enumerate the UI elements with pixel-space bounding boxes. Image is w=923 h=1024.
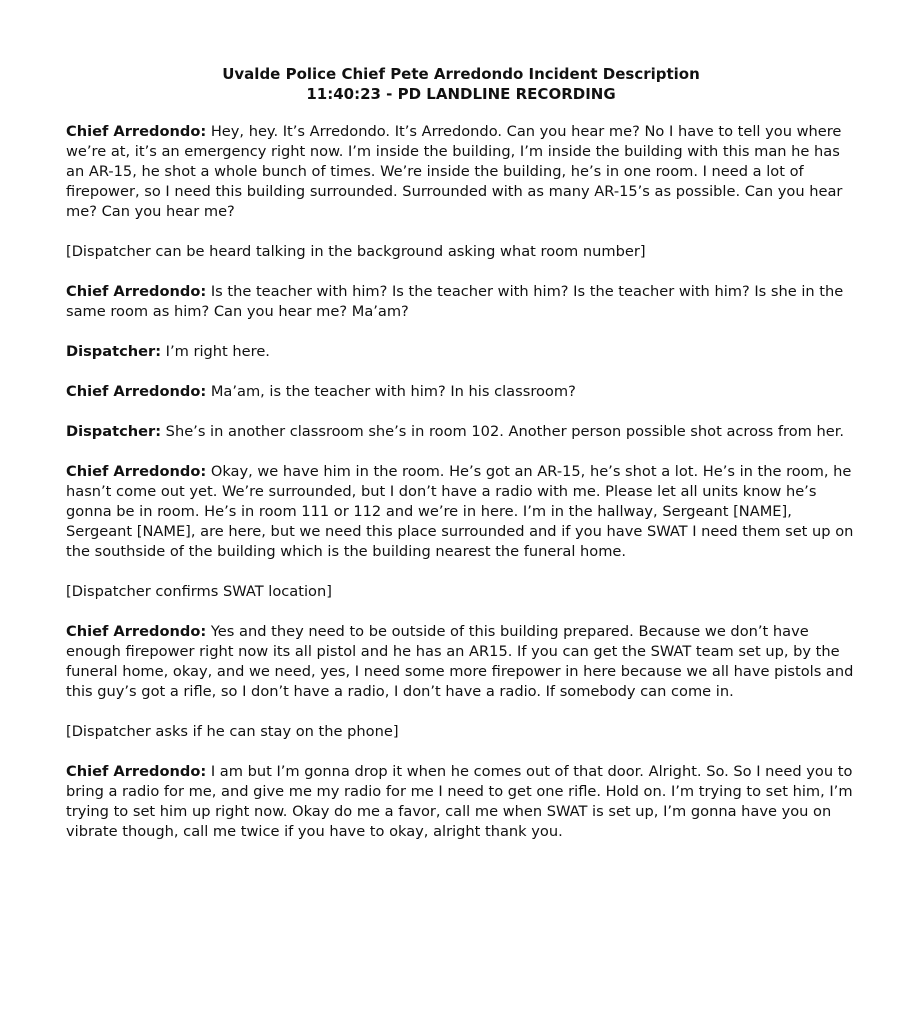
transcript-entry xyxy=(66,462,856,562)
speaker-label: Chief Arredondo: xyxy=(66,283,207,300)
entry-text: Okay, we have him in the room. He’s got an AR-15, he’s shot a lot. He’s in the room, he hasn’t come out yet. We’re surrounded, but I don’t have a radio with me. Please let all units know he’s gonna be in room. He’s in room 111 or 112 and we’re in here. I’m in the hallway, Sergeant [NAME], Sergeant [NAME], are here, but we need this place surrounded and if you have SWAT I need them set up on the southside of the building which is the building nearest the funeral home. xyxy=(66,463,854,560)
entry-text: Yes and they need to be outside of this building prepared. Because we don’t have enough firepower right now its all pistol and he has an AR15. If you can get the SWAT team set up, by the funeral home, okay, and we need, yes, I need some more firepower in here because we all have pistols and this guy’s got a rifle, so I don’t have a radio, I don’t have a radio. If somebody can come in. xyxy=(66,623,854,700)
transcript-entry xyxy=(66,342,856,362)
entry-text: She’s in another classroom she’s in room 102. Another person possible shot across from her. xyxy=(161,423,845,440)
transcript-entry xyxy=(66,282,856,322)
transcript-entry xyxy=(66,122,856,222)
speaker-label: Dispatcher: xyxy=(66,423,162,440)
speaker-label: Chief Arredondo: xyxy=(66,763,207,780)
transcript-entry xyxy=(66,422,856,442)
entry-text: Ma’am, is the teacher with him? In his classroom? xyxy=(206,383,576,400)
speaker-label: Chief Arredondo: xyxy=(66,383,207,400)
title-line-2: 11:40:23 - PD LANDLINE RECORDING xyxy=(306,85,616,103)
entry-text: Hey, hey. It’s Arredondo. It’s Arredondo. Can you hear me? No I have to tell you where we’re at, it’s an emergency right now. I’m inside the building, I’m inside the building with this man he has an AR-15, he shot a whole bunch of times. We’re inside the building, he’s in one room. I need a lot of firepower, so I need this building surrounded. Surrounded with as many AR-15’s as possible. Can you hear me? Can you hear me? xyxy=(66,123,843,220)
note-text: [Dispatcher confirms SWAT location] xyxy=(66,583,332,600)
speaker-label: Chief Arredondo: xyxy=(66,463,207,480)
note-text: [Dispatcher can be heard talking in the background asking what room number] xyxy=(66,243,646,260)
speaker-label: Chief Arredondo: xyxy=(66,623,207,640)
transcript-note xyxy=(66,582,856,602)
title-line-1: Uvalde Police Chief Pete Arredondo Incident Description xyxy=(222,65,700,83)
note-text: [Dispatcher asks if he can stay on the phone] xyxy=(66,723,399,740)
entry-text: I’m right here. xyxy=(161,343,270,360)
transcript-entry xyxy=(66,622,856,702)
transcript-entry xyxy=(66,762,856,842)
transcript-page xyxy=(66,64,856,862)
speaker-label: Chief Arredondo: xyxy=(66,123,207,140)
speaker-label: Dispatcher: xyxy=(66,343,162,360)
transcript-entry xyxy=(66,382,856,402)
transcript-note xyxy=(66,722,856,742)
entry-text: I am but I’m gonna drop it when he comes out of that door. Alright. So. So I need you to bring a radio for me, and give me my radio for me I need to get one rifle. Hold on. I’m trying to set him, I’m trying to set him up right now. Okay do me a favor, call me when SWAT is set up, I’m gonna have you on vibrate though, call me twice if you have to okay, alright thank you. xyxy=(66,763,853,840)
document-title xyxy=(66,64,856,104)
transcript-note xyxy=(66,242,856,262)
entry-text: Is the teacher with him? Is the teacher with him? Is the teacher with him? Is she in the same room as him? Can you hear me? Ma’am? xyxy=(66,283,844,320)
